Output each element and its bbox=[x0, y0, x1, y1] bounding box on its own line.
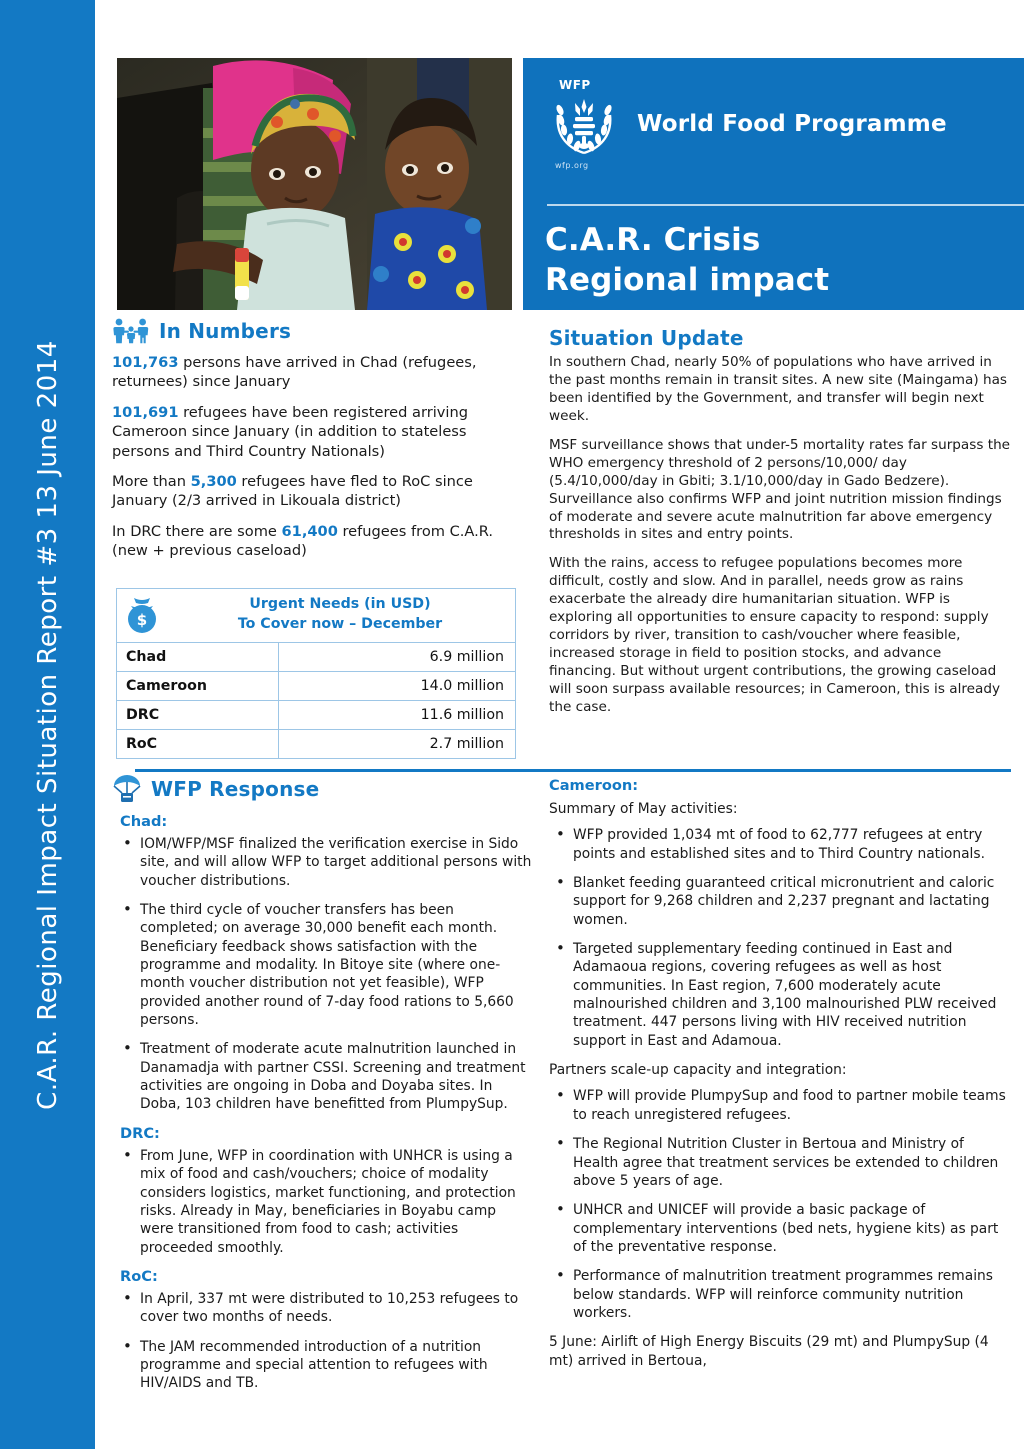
in-numbers-prefix: More than bbox=[112, 473, 191, 491]
needs-row-value: 2.7 million bbox=[279, 730, 516, 759]
urgent-needs-table bbox=[116, 588, 516, 759]
page-title bbox=[545, 221, 829, 300]
in-numbers-item bbox=[112, 472, 525, 511]
cameroon-section bbox=[549, 777, 1011, 1370]
cameroon-bullets-partners bbox=[553, 1087, 1011, 1322]
wfp-response-section bbox=[112, 774, 532, 1404]
list-item: • Treatment of moderate acute malnutrition launched in Danamadja with partner CSSI. Screening and treatment activities are ongoing in Doba and Doyaba sites. In Doba, 103 children have benefitted from PlumpySup. bbox=[120, 1040, 532, 1113]
in-numbers-value: 101,691 bbox=[112, 403, 179, 421]
page-title-line2: Regional impact bbox=[545, 261, 830, 298]
page-title-line1: C.A.R. Crisis bbox=[545, 222, 761, 258]
table-header-row bbox=[117, 589, 516, 643]
list-item: • Targeted supplementary feeding continued in East and Adamaoua regions, covering refugees as well as host communities. In East region, 7,600 moderately acute malnourished children and 3,100 malnourished PLW received treatment. 447 persons living with HIV received nutrition support in East and Adamoua. bbox=[553, 940, 1011, 1050]
wfp-response-heading: WFP Response bbox=[151, 777, 320, 801]
table-header-cell bbox=[117, 589, 516, 643]
wfp-wreath-icon bbox=[551, 91, 617, 157]
wfp-response-heading-row bbox=[112, 774, 532, 804]
situation-update-heading: Situation Update bbox=[549, 326, 744, 350]
response-bullets-drc bbox=[120, 1147, 532, 1257]
in-numbers-heading: In Numbers bbox=[159, 319, 292, 343]
needs-row-label: DRC bbox=[117, 701, 279, 730]
in-numbers-text: refugees have fled to RoC since January (2/3 arrived in Likouala district) bbox=[112, 473, 473, 510]
header-divider bbox=[547, 204, 1024, 206]
needs-row-label: Chad bbox=[117, 643, 279, 672]
situation-paragraph: With the rains, access to refugee populations becomes more difficult, costly and slow. And in parallel, needs grow as rains exacerbate the already dire humanitarian situation. WFP is exploring all opportunities to ensure capacity to respond: supply corridors by river, transition to cash/voucher where feasible, increased storage in field to position stocks, and advance financing. But without urgent contributions, the growing caseload will soon surpass available resources; in Cameroon, this is already the case. bbox=[549, 555, 1001, 715]
list-item: • In April, 337 mt were distributed to 10,253 refugees to cover two months of needs. bbox=[120, 1290, 532, 1327]
photo-illustration bbox=[117, 58, 512, 310]
organisation-name: World Food Programme bbox=[637, 111, 947, 137]
in-numbers-section bbox=[112, 318, 525, 572]
response-group-label-roc: RoC: bbox=[120, 1267, 158, 1285]
in-numbers-text: persons have arrived in Chad (refugees, returnees) since January bbox=[112, 354, 477, 391]
situation-update-section bbox=[549, 326, 1011, 728]
svg-text:$: $ bbox=[136, 611, 148, 629]
needs-table-title bbox=[171, 595, 509, 634]
needs-row-value: 6.9 million bbox=[279, 643, 516, 672]
cameroon-airlift-note: 5 June: Airlift of High Energy Biscuits (29 mt) and PlumpySup (4 mt) arrived in Bertoua, bbox=[549, 1334, 989, 1369]
list-item: • The third cycle of voucher transfers has been completed; on average 30,000 benefit each month. Beneficiary feedback shows satisfaction with the programme and modality. In Bitoye site (where one-month voucher distribution not yet feasible), WFP provided another round of 7-day food rations to 5,660 persons. bbox=[120, 901, 532, 1029]
needs-row-label: Cameroon bbox=[117, 672, 279, 701]
cameroon-bullets-may bbox=[553, 826, 1011, 1050]
response-bullets-chad bbox=[120, 835, 532, 1114]
money-bag-icon bbox=[123, 595, 161, 635]
in-numbers-value: 5,300 bbox=[190, 473, 237, 491]
cameroon-lead-may-activities: Summary of May activities: bbox=[549, 801, 738, 817]
list-item: • Blanket feeding guaranteed critical micronutrient and caloric support for 9,268 children and 2,237 pregnant and lactating women. bbox=[553, 874, 1011, 929]
list-item: • Performance of malnutrition treatment programmes remains below standards. WFP will reinforce community nutrition workers. bbox=[553, 1267, 1011, 1322]
in-numbers-text: refugees have been registered arriving Cameroon since January (in addition to stateless persons and Third Country Nationals) bbox=[112, 403, 468, 460]
list-item: • The Regional Nutrition Cluster in Bertoua and Ministry of Health agree that treatment services be extended to children above 5 years of age. bbox=[553, 1135, 1011, 1190]
wfp-acronym: WFP bbox=[559, 78, 591, 92]
response-group-label-drc: DRC: bbox=[120, 1124, 160, 1142]
table-row bbox=[117, 730, 516, 759]
table-row bbox=[117, 701, 516, 730]
needs-row-value: 11.6 million bbox=[279, 701, 516, 730]
in-numbers-value: 61,400 bbox=[281, 522, 338, 540]
cameroon-lead-partners: Partners scale-up capacity and integration: bbox=[549, 1062, 847, 1079]
table-row bbox=[117, 672, 516, 701]
in-numbers-item bbox=[112, 353, 525, 392]
header-block bbox=[523, 58, 1024, 310]
list-item: • UNHCR and UNICEF will provide a basic package of complementary interventions (bed nets, hygiene kits) as part of the preventative response. bbox=[553, 1201, 1011, 1256]
situation-paragraph: In southern Chad, nearly 50% of populations who have arrived in the past months remain in transit sites. A new site (Maingama) has been identified by the Government, and transfer will begin next week. bbox=[549, 354, 1007, 424]
wfp-logo-lockup bbox=[545, 78, 947, 170]
list-item: • IOM/WFP/MSF finalized the verification exercise in Sido site, and will allow WFP to target additional persons with voucher distributions. bbox=[120, 835, 532, 890]
needs-title-line2: To Cover now – December bbox=[237, 616, 443, 632]
list-item: • WFP provided 1,034 mt of food to 62,777 refugees at entry points and established sites and to Third Country nationals. bbox=[553, 826, 1011, 863]
list-item: • From June, WFP in coordination with UNHCR is using a mix of food and cash/vouchers; choice of modality considers logistics, market functioning, and protection risks. Already in May, beneficiaries in Boyabu camp were transitioned from food to cash; activities proceeded smoothly. bbox=[120, 1147, 532, 1257]
wfp-url: wfp.org bbox=[555, 161, 589, 170]
needs-row-value: 14.0 million bbox=[279, 672, 516, 701]
table-row bbox=[117, 643, 516, 672]
in-numbers-value: 101,763 bbox=[112, 354, 179, 371]
needs-title-line1: Urgent Needs (in USD) bbox=[249, 596, 431, 613]
in-numbers-heading-row bbox=[112, 318, 525, 344]
list-item: • WFP will provide PlumpySup and food to partner mobile teams to reach unregistered refugees. bbox=[553, 1087, 1011, 1124]
response-bullets-roc bbox=[120, 1290, 532, 1393]
in-numbers-prefix: In DRC there are some bbox=[112, 522, 282, 540]
header-photo bbox=[117, 58, 512, 310]
needs-row-label: RoC bbox=[117, 730, 279, 759]
cameroon-label: Cameroon: bbox=[549, 777, 639, 794]
in-numbers-item bbox=[112, 403, 525, 461]
section-divider bbox=[135, 769, 1011, 772]
family-icon bbox=[112, 318, 150, 344]
in-numbers-item bbox=[112, 522, 525, 561]
response-group-label-chad: Chad: bbox=[120, 813, 168, 830]
spine-title: C.A.R. Regional Impact Situation Report #3 13 June 2014 bbox=[32, 339, 63, 1110]
parachute-icon bbox=[112, 774, 142, 804]
document-spine bbox=[0, 0, 95, 1449]
list-item: • The JAM recommended introduction of a nutrition programme and special attention to refugees with HIV/AIDS and TB. bbox=[120, 1338, 532, 1393]
wfp-emblem-icon bbox=[545, 78, 623, 170]
situation-paragraph: MSF surveillance shows that under-5 mortality rates far surpass the WHO emergency threshold of 2 persons/10,000/ day (5.4/10,000/day in Gbiti; 3.1/10,000/day in Gado Bedzere). Surveillance also confirms WFP and joint nutrition mission findings of moderate and severe acute malnutrition far above emergency thresholds in sites and entry points. bbox=[549, 436, 1011, 543]
in-numbers-text: refugees from C.A.R. (new + previous caseload) bbox=[112, 522, 494, 560]
